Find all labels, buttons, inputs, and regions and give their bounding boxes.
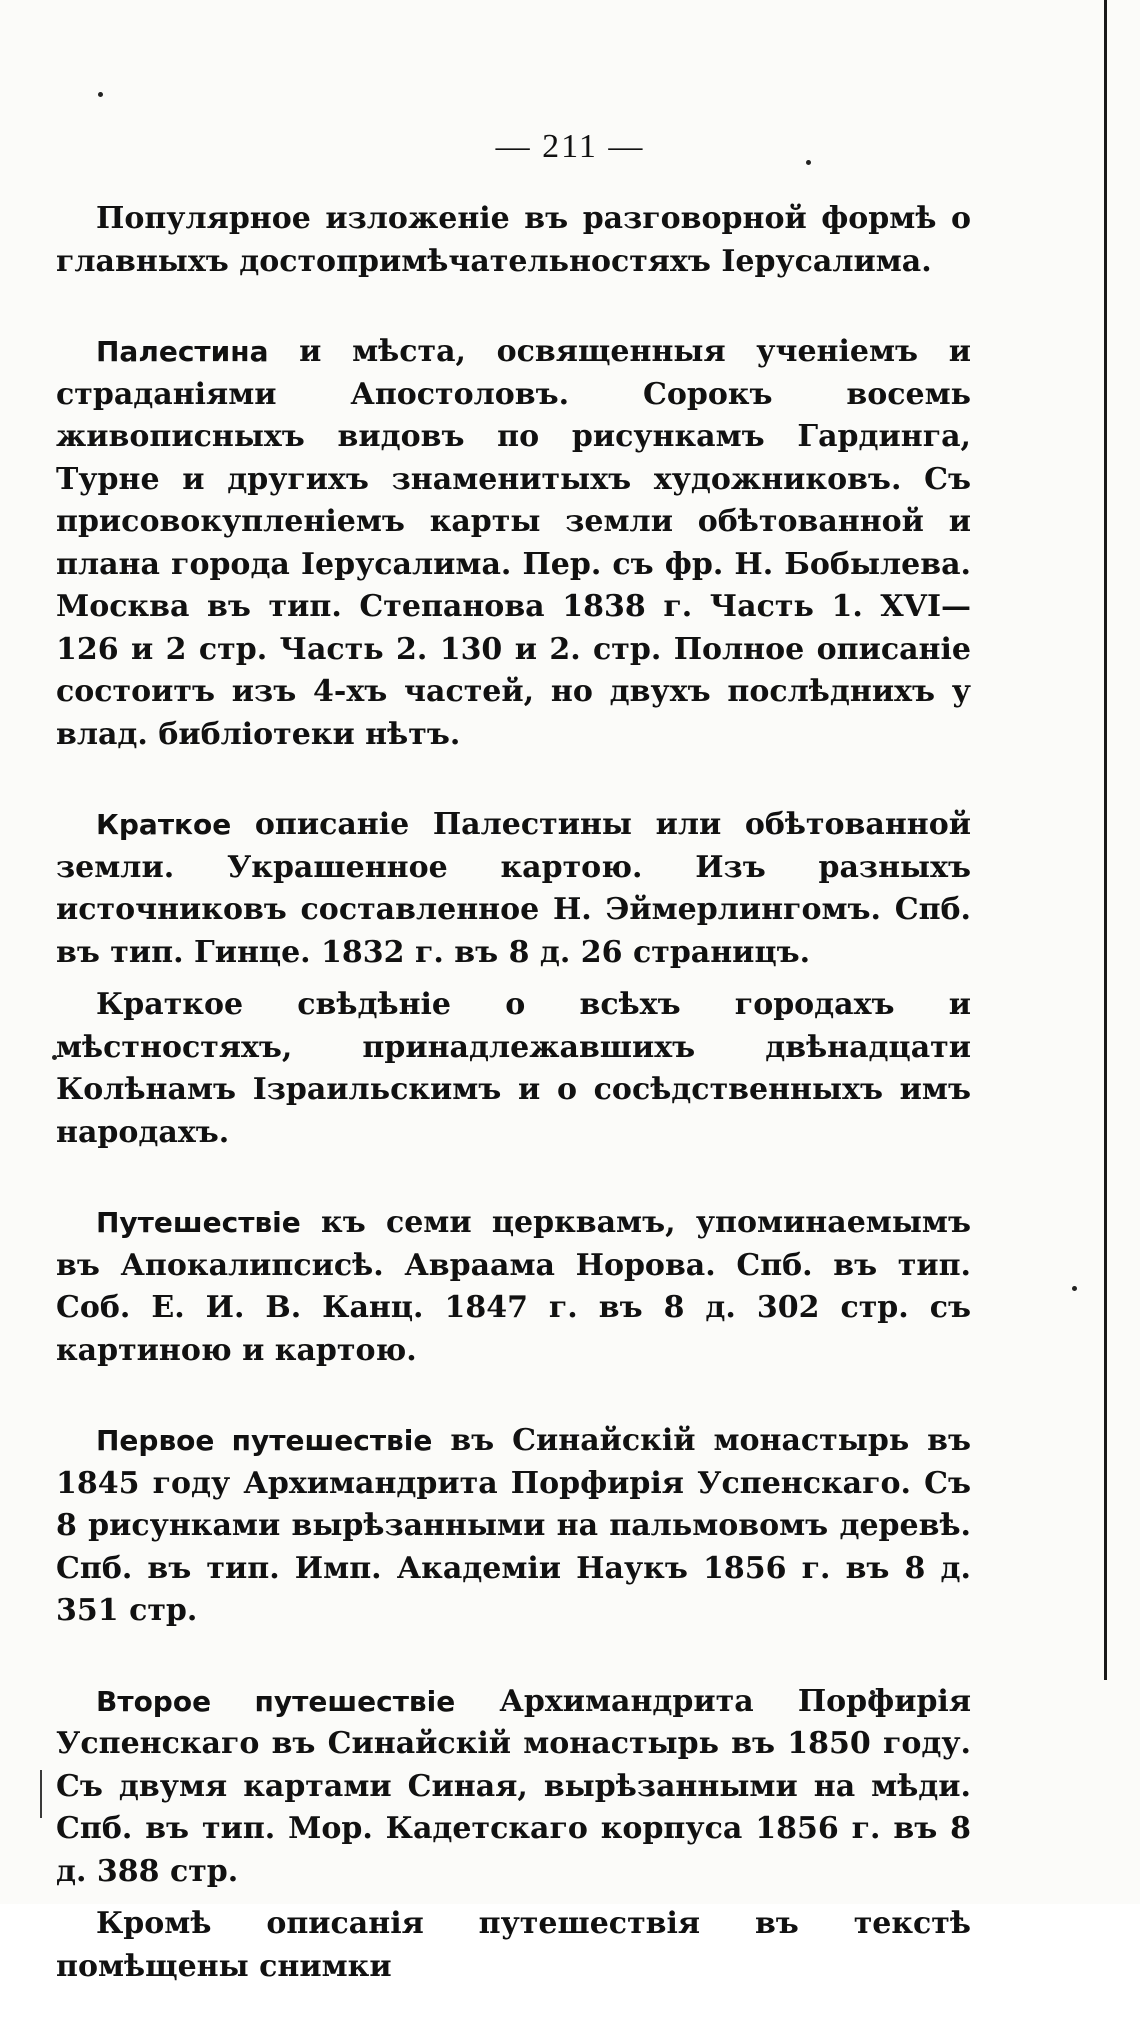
paragraph: [56, 1202, 971, 1372]
paragraph: [56, 1420, 971, 1633]
entry: [56, 804, 971, 1154]
entry-lead-word: Палестина: [96, 335, 269, 368]
entry: [56, 1202, 971, 1372]
paragraph: [56, 331, 971, 756]
paragraph-text: къ семи церквамъ, упоминаемымъ въ Апокалипсисѣ. Авраама Норова. Спб. въ тип. Соб. Е. И. В. Канц. 1847 г. въ 8 д. 302 стр. съ картиною и картою.: [56, 1205, 971, 1368]
entry: [56, 1681, 971, 1989]
paragraph: [56, 1903, 971, 1988]
paragraph: [56, 1681, 971, 1894]
margin-mark: [40, 1770, 42, 1818]
entry: [56, 198, 971, 283]
print-speck: [1072, 1286, 1077, 1291]
entry-lead-word: Второе путешествіе: [96, 1684, 456, 1718]
page-body: [56, 198, 971, 2036]
paragraph-text: и мѣста, освященныя ученіемъ и страданіями Апостоловъ. Сорокъ восемь живописныхъ видовъ по рисункамъ Гардинга, Турне и другихъ знаменитыхъ художниковъ. Съ присовокупленіемъ карты земли обѣтованной и плана города Іерусалима. Пер. съ фр. Н. Бобылева. Москва въ тип. Степанова 1838 г. Часть 1. XVI—126 и 2 стр. Часть 2. 130 и 2. стр. Полное описаніе состоитъ изъ 4-хъ частей, но двухъ послѣднихъ у влад. библіотеки нѣтъ.: [56, 334, 971, 752]
paragraph: [56, 198, 971, 283]
entry: [56, 1420, 971, 1633]
paragraph-text: Архимандрита Порфирія Успенскаго въ Синайскій монастырь въ 1850 году. Съ двумя картами Синая, вырѣзанными на мѣди. Спб. въ тип. Мор. Кадетскаго корпуса 1856 г. въ 8 д. 388 стр.: [56, 1683, 971, 1889]
paragraph: [56, 984, 971, 1154]
entry-lead-word: Путешествіе: [96, 1206, 301, 1239]
entry: [56, 331, 971, 756]
paragraph-text: въ Синайскій монастырь въ 1845 году Архимандрита Порфирія Успенскаго. Съ 8 рисунками вырѣзанными на пальмовомъ деревѣ. Спб. въ тип. Имп. Академіи Наукъ 1856 г. въ 8 д. 351 стр.: [56, 1423, 971, 1628]
page-edge-rule: [1104, 0, 1107, 1680]
paragraph-text: описаніе Палестины или обѣтованной земли. Украшенное картою. Изъ разныхъ источниковъ составленное Н. Эймерлингомъ. Спб. въ тип. Гинце. 1832 г. въ 8 д. 26 страницъ.: [56, 807, 971, 970]
entry-lead-word: Краткое: [96, 808, 232, 841]
paragraph-text: Популярное изложеніе въ разговорной формѣ о главныхъ достопримѣчательностяхъ Іерусалима.: [56, 201, 971, 279]
paragraph: [56, 804, 971, 974]
paragraph-text: Кромѣ описанія путешествія въ текстѣ помѣщены снимки: [56, 1906, 971, 1984]
entry-lead-word: Первое путешествіе: [96, 1424, 433, 1457]
print-speck: [98, 92, 103, 97]
page-number: — 211 —: [495, 128, 645, 165]
paragraph-text: Краткое свѣдѣніе о всѣхъ городахъ и мѣстностяхъ, принадлежавшихъ двѣнадцати Колѣнамъ Ізраильскимъ и о сосѣдственныхъ имъ народахъ.: [56, 987, 971, 1150]
